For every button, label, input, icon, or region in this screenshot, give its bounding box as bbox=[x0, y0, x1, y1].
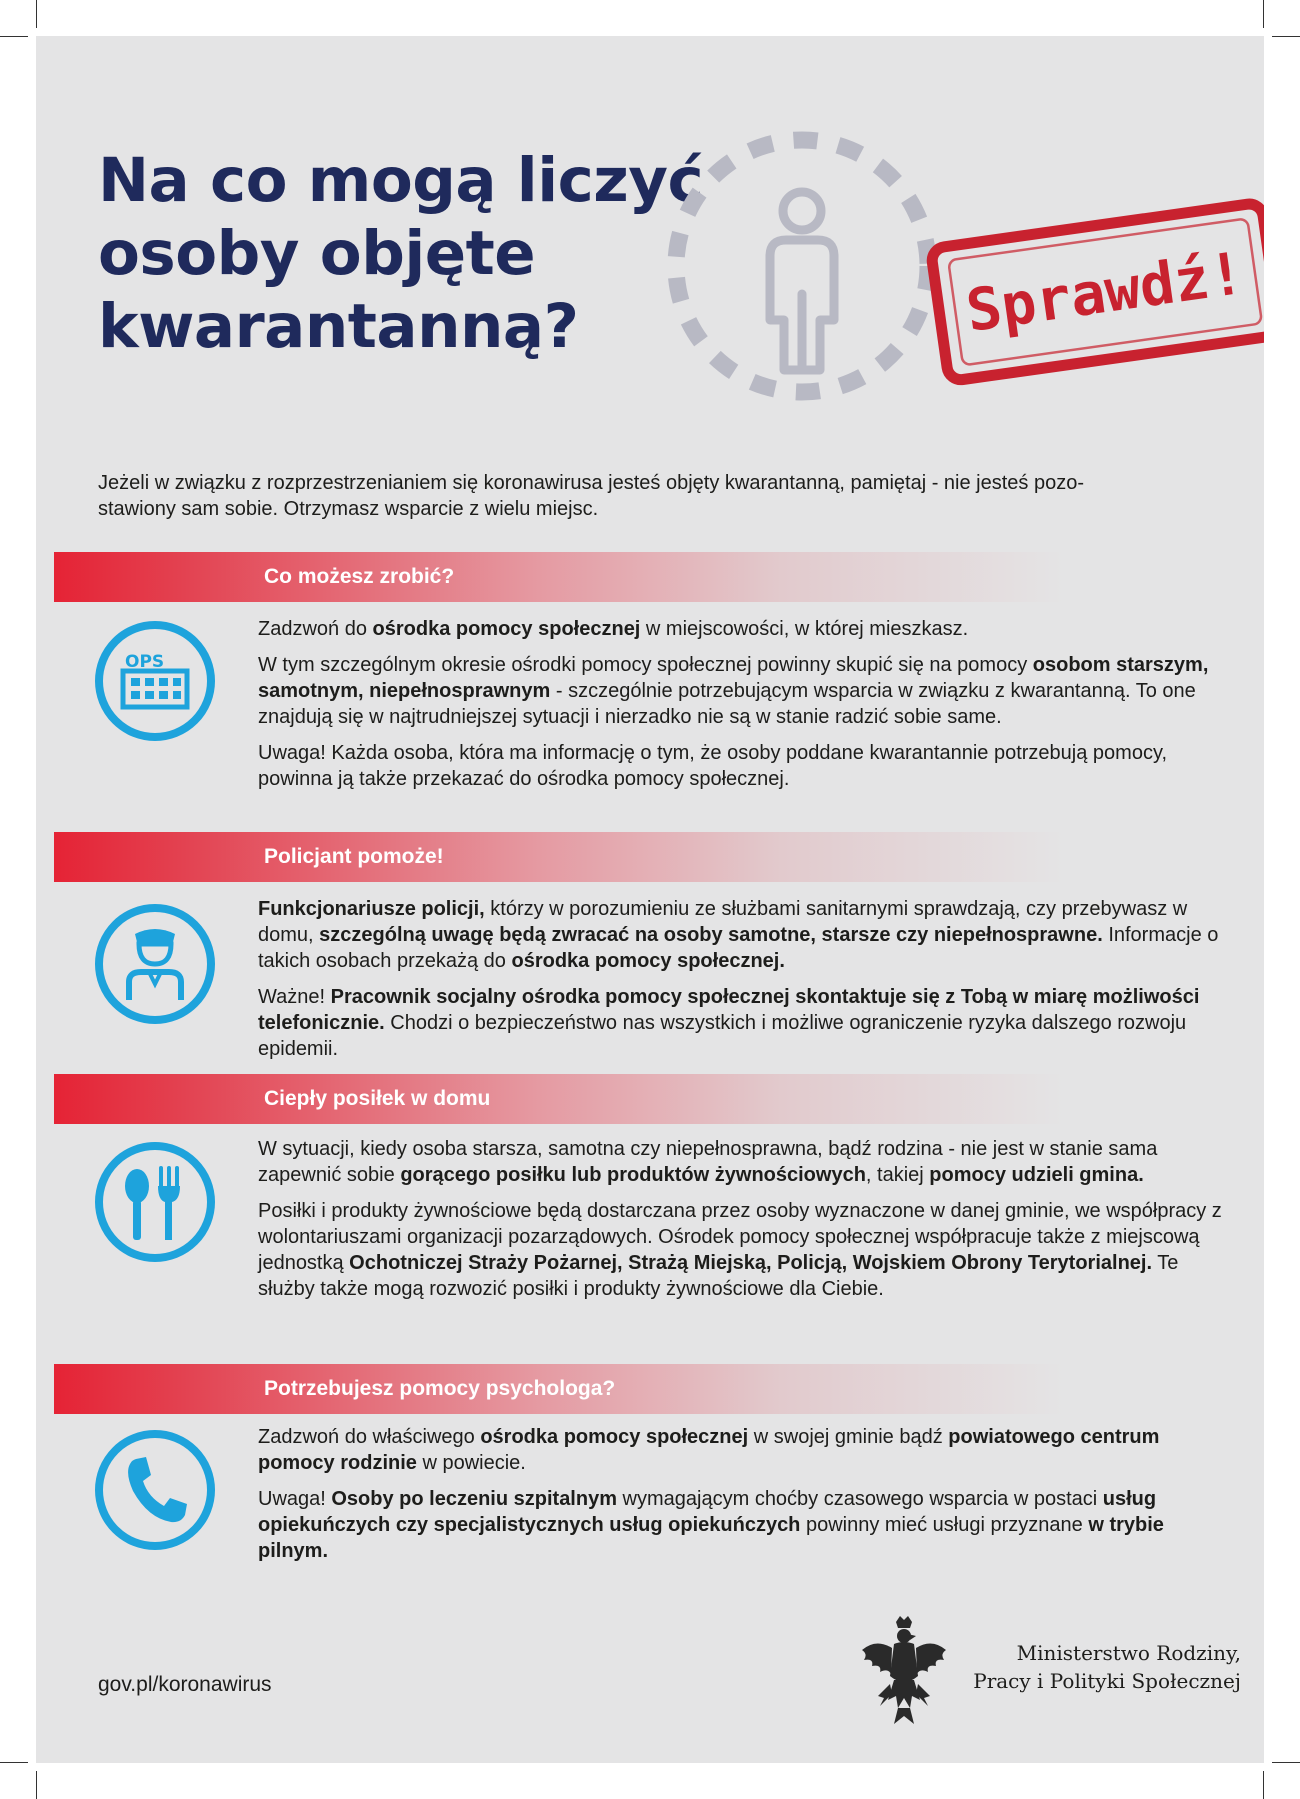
section-title: Ciepły posiłek w domu bbox=[264, 1087, 491, 1110]
text-run: Zadzwoń do bbox=[258, 618, 373, 640]
bold-text: w trybie pilnym. bbox=[258, 1514, 1164, 1562]
bold-text: ośrodka pomocy społecznej. bbox=[511, 950, 785, 972]
poster-title bbox=[98, 144, 718, 363]
bold-text: Funkcjonariusze policji, bbox=[258, 898, 485, 920]
text-run: w swojej gminie bądź bbox=[748, 1426, 949, 1448]
section-title: Potrzebujesz pomocy psychologa? bbox=[264, 1377, 616, 1400]
crop-mark bbox=[1272, 36, 1300, 37]
section-body bbox=[258, 616, 1233, 802]
section-paragraph bbox=[258, 984, 1233, 1062]
section-body bbox=[258, 1424, 1233, 1574]
text-run: Informacje o takich osobach przekażą do bbox=[258, 924, 1219, 972]
spoon-fork-icon bbox=[93, 1140, 217, 1264]
title-line: osoby objęte bbox=[98, 218, 536, 289]
bold-text: Ochotniczej Straży Pożarnej, Strażą Miejską, Policją, Wojskiem Obrony Terytorialnej. bbox=[349, 1252, 1153, 1274]
section-paragraph bbox=[258, 896, 1233, 974]
stamp-text: Sprawdź! bbox=[962, 238, 1249, 345]
section-paragraph bbox=[258, 652, 1233, 730]
bold-text: osobom starszym, samotnym, niepełnosprawnym bbox=[258, 654, 1209, 702]
text-run: Posiłki i produkty żywnościowe będą dostarczana przez osoby wyznaczone w danej gminie, we współpracy z wolontariuszami organizacji pozarządowych. Ośrodek pomocy społecznej współpracuje także z miejscową jednostką bbox=[258, 1200, 1222, 1274]
section-paragraph bbox=[258, 616, 1233, 642]
text-run: W tym szczególnym okresie ośrodki pomocy społecznej powinny skupić się na pomocy bbox=[258, 654, 1033, 676]
bold-text: Pracownik socjalny ośrodka pomocy społecznej skontaktuje się z Tobą w miarę możliwości telefonicznie. bbox=[258, 986, 1200, 1034]
text-run: Chodzi o bezpieczeństwo nas wszystkich i możliwe ograniczenie ryzyka dalszego rozwoju epidemii. bbox=[258, 1012, 1187, 1060]
crop-mark bbox=[36, 1771, 37, 1799]
police-officer-icon bbox=[93, 902, 217, 1026]
poster-page bbox=[36, 36, 1264, 1763]
text-run: w powiecie. bbox=[416, 1452, 526, 1474]
bold-text: pomocy udzieli gmina. bbox=[929, 1164, 1144, 1186]
section-paragraph bbox=[258, 1486, 1233, 1564]
bold-text: powiatowego centrum pomocy rodzinie bbox=[258, 1426, 1160, 1474]
text-run: , takiej bbox=[865, 1164, 930, 1186]
bold-text: usług opiekuńczych czy specjalistycznych usług opiekuńczych bbox=[258, 1488, 1157, 1536]
phone-icon bbox=[93, 1428, 217, 1552]
ministry-line: Pracy i Polityki Społecznej bbox=[973, 1669, 1241, 1693]
section-paragraph bbox=[258, 740, 1233, 792]
bold-text: Osoby po leczeniu szpitalnym bbox=[331, 1488, 617, 1510]
title-line: Na co mogą liczyć bbox=[98, 145, 704, 216]
polish-eagle-emblem-icon bbox=[858, 1614, 950, 1734]
intro-line: stawiony sam sobie. Otrzymasz wsparcie z wielu miejsc. bbox=[98, 498, 599, 520]
footer-url: gov.pl/koronawirus bbox=[98, 1673, 272, 1696]
text-run: Zadzwoń do właściwego bbox=[258, 1426, 481, 1448]
section-paragraph bbox=[258, 1198, 1233, 1302]
bold-text: gorącego posiłku lub produktów żywnościowych bbox=[400, 1164, 866, 1186]
ops-building-icon bbox=[93, 619, 217, 743]
text-run: Uwaga! bbox=[258, 1488, 332, 1510]
text-run: którzy w porozumieniu ze służbami sanitarnymi sprawdzają, czy przebywasz w domu, bbox=[258, 898, 1188, 946]
text-run: W sytuacji, kiedy osoba starsza, samotna czy niepełnosprawna, bądź rodzina - nie jest w stanie sama zapewnić sobie bbox=[258, 1138, 1158, 1186]
section-header-band bbox=[54, 832, 1064, 882]
title-line: kwarantanną? bbox=[98, 291, 579, 362]
text-run: wymagającym choćby czasowego wsparcia w postaci bbox=[617, 1488, 1103, 1510]
text-run: Uwaga! Każda osoba, która ma informację o tym, że osoby poddane kwarantannie potrzebują pomocy, powinna ją także przekazać do ośrodka pomocy społecznej. bbox=[258, 742, 1168, 790]
text-run: powinny mieć usługi przyznane bbox=[800, 1514, 1089, 1536]
section-paragraph bbox=[258, 1424, 1233, 1476]
bold-text: szczególną uwagę będą zwracać na osoby samotne, starsze czy niepełnosprawne. bbox=[319, 924, 1103, 946]
stamp bbox=[930, 202, 1264, 381]
intro-text bbox=[98, 470, 1233, 522]
section-paragraph bbox=[258, 1136, 1233, 1188]
crop-mark bbox=[36, 0, 37, 28]
text-run: Ważne! bbox=[258, 986, 331, 1008]
crop-mark bbox=[1272, 1762, 1300, 1763]
crop-mark bbox=[0, 1762, 28, 1763]
crop-mark bbox=[1263, 1771, 1264, 1799]
intro-line: Jeżeli w związku z rozprzestrzenianiem się koronawirusa jesteś objęty kwarantanną, pamiętaj - nie jesteś pozo- bbox=[98, 472, 1084, 494]
section-header-band bbox=[54, 552, 1064, 602]
section-title: Co możesz zrobić? bbox=[264, 565, 455, 588]
section-header-band bbox=[54, 1364, 1064, 1414]
section-title: Policjant pomoże! bbox=[264, 845, 444, 868]
ops-label: OPS bbox=[125, 652, 165, 672]
text-run: Te służby także mogą rozwozić posiłki i produkty żywnościowe dla Ciebie. bbox=[258, 1252, 1179, 1300]
bold-text: ośrodka pomocy społecznej bbox=[480, 1426, 749, 1448]
ministry-line: Ministerstwo Rodziny, bbox=[1016, 1641, 1241, 1665]
person-outline-icon bbox=[770, 192, 834, 370]
hero-illustration bbox=[636, 98, 1264, 438]
text-run: - szczególnie potrzebującym wsparcia w związku z kwarantanną. To one znajdują się w najtrudniejszej sytuacji i nierzadko nie są w stanie radzić sobie same. bbox=[258, 680, 1196, 728]
crop-mark bbox=[0, 36, 28, 37]
section-body bbox=[258, 1136, 1233, 1312]
section-body bbox=[258, 896, 1233, 1072]
text-run: w miejscowości, w której mieszkasz. bbox=[640, 618, 969, 640]
crop-mark bbox=[1263, 0, 1264, 28]
section-header-band bbox=[54, 1074, 1064, 1124]
ministry-name bbox=[951, 1639, 1241, 1695]
bold-text: ośrodka pomocy społecznej bbox=[372, 618, 641, 640]
